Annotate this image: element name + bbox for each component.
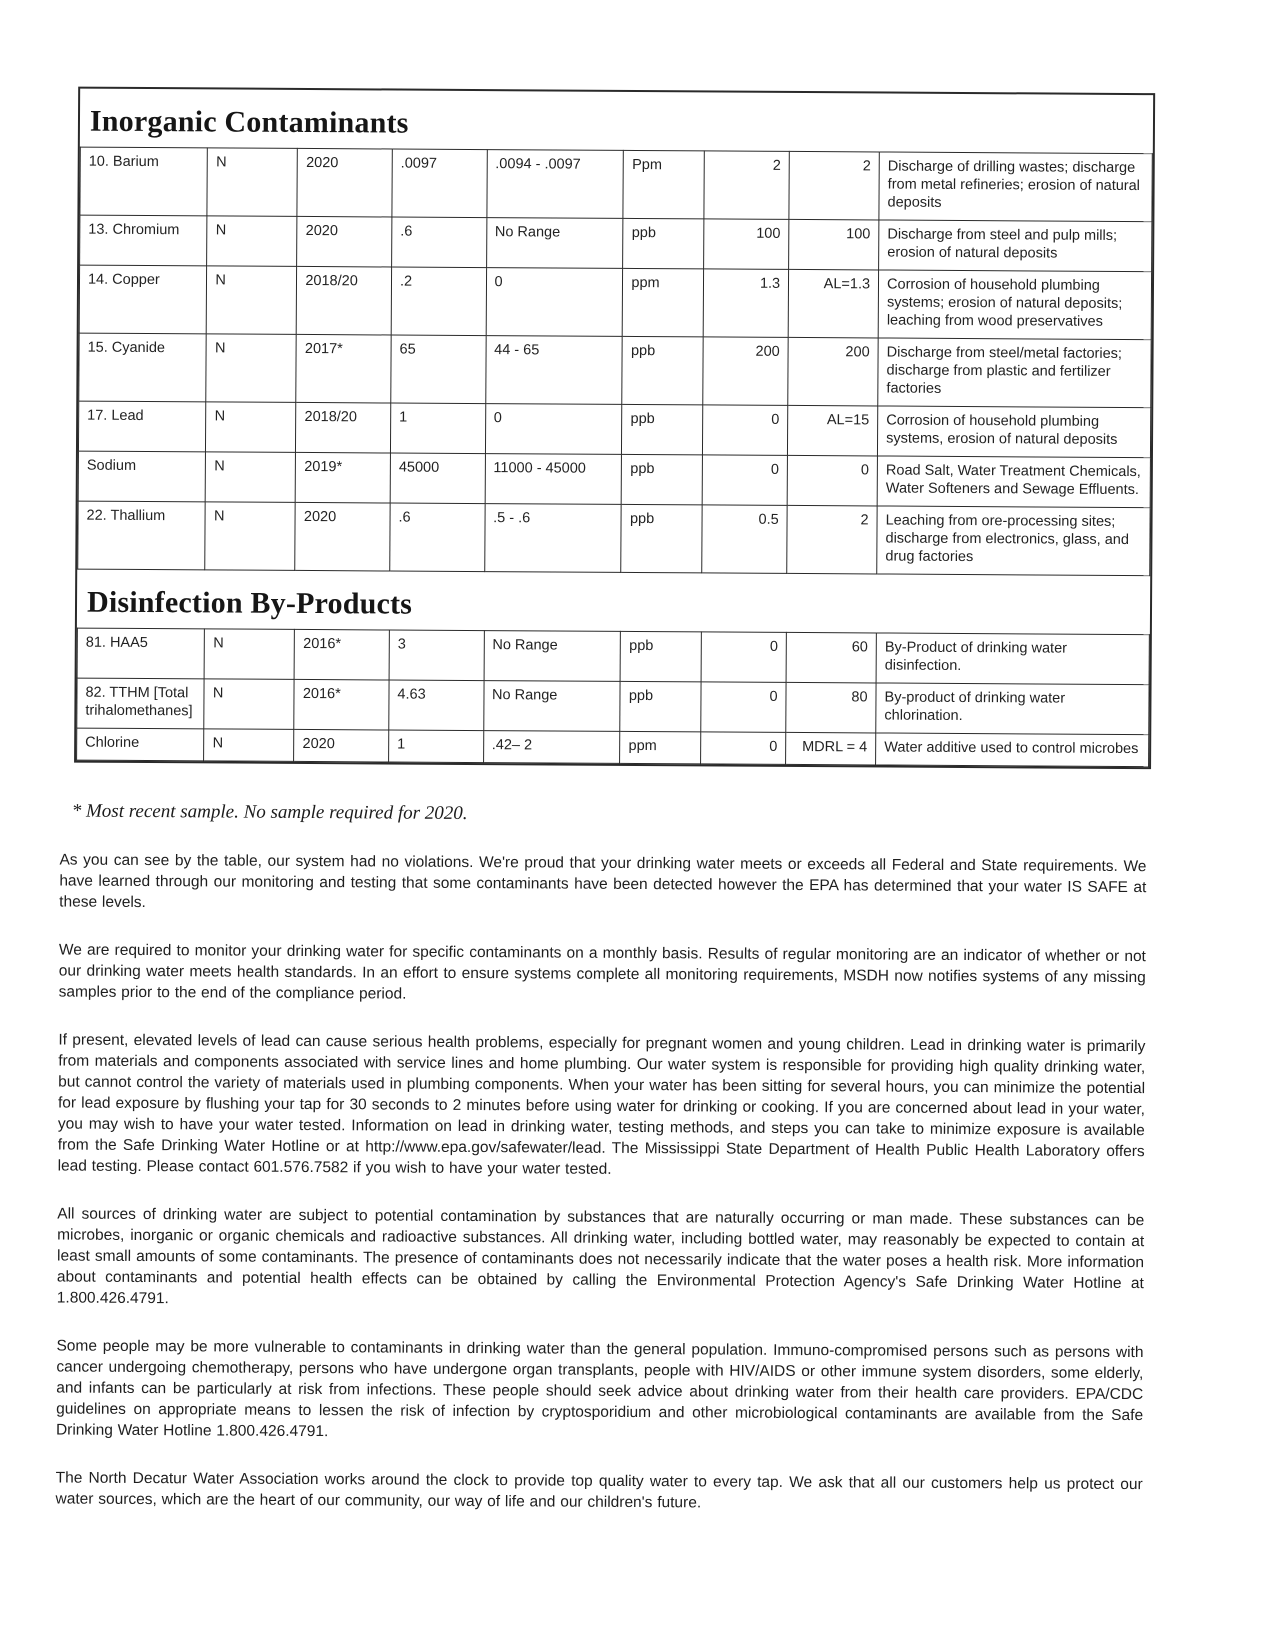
cell-name: 15. Cyanide [79,333,207,402]
cell-mcl: 200 [788,337,878,406]
cell-violation: N [207,266,297,335]
cell-source: Corrosion of household plumbing systems, erosion of natural deposits [878,406,1151,458]
cell-violation: N [204,679,294,730]
cell-mcl: MDRL = 4 [786,732,876,765]
cell-unit: ppb [622,404,703,454]
cell-name: 82. TTHM [Total trihalomethanes] [77,678,205,729]
cell-source: Leaching from ore-processing sites; discharge from electronics, glass, and drug factories [877,506,1150,576]
cell-source: Water additive used to control microbes [876,733,1149,767]
cell-year: 2020 [297,148,392,217]
cell-level: 65 [391,335,486,404]
cell-mcl: 80 [786,682,876,733]
table-row [80,215,1152,272]
cell-unit: ppb [623,218,704,268]
cell-violation: N [205,629,295,680]
cell-mclg: 0 [702,455,788,506]
cell-source: Corrosion of household plumbing systems; erosion of natural deposits; leaching from wood preservatives [878,270,1151,340]
cell-name: 14. Copper [79,265,207,334]
cell-mclg: 0 [701,682,787,733]
cell-year: 2017* [296,334,391,403]
cell-level: .0097 [392,149,487,218]
cell-violation: N [206,334,296,403]
table-row [78,451,1150,508]
cell-level: 4.63 [389,680,484,731]
cell-source: Discharge from steel/metal factories; discharge from plastic and fertilizer factories [878,338,1151,408]
cell-mcl: 0 [787,455,877,506]
cell-mclg: 2 [704,151,790,220]
cell-mclg: 0 [701,732,786,765]
cell-name: 81. HAA5 [77,628,205,679]
cell-range: 11000 - 45000 [485,454,622,505]
paragraph-closing: The North Decatur Water Association works around the clock to provide top quality water to every tap. We ask that all our customers help us protect our water sources, which are the heart of our community, our way of life and our children's future. [55,1469,1143,1512]
table-row [79,333,1151,408]
table-row [78,501,1150,576]
paragraph-no-violations: As you can see by the table, our system had no violations. We're proud that your drinking water meets or exceeds all Federal and State requirements. We have learned through our monitoring and testing that some contaminants have been detected however the EPA has determined that your water IS SAFE at these levels. [59,851,1147,912]
cell-range: No Range [486,218,623,269]
cell-range: No Range [483,681,620,732]
cell-year: 2018/20 [297,266,392,335]
cell-name: 10. Barium [80,147,208,216]
cell-year: 2020 [295,502,390,571]
cell-unit: ppm [623,268,704,336]
cell-mclg: 100 [704,219,790,270]
cell-year: 2018/20 [296,402,391,453]
cell-source: Discharge from steel and pulp mills; erosion of natural deposits [879,220,1152,272]
section-disinfection-byproducts [76,570,1150,768]
cell-level: .2 [391,267,486,336]
cell-range: 0 [486,268,623,337]
cell-unit: ppb [622,454,703,504]
section-title-inorganic: Inorganic Contaminants [89,104,409,140]
cell-mcl: 2 [787,505,877,574]
cell-unit: ppb [621,504,702,572]
cell-name: Sodium [78,451,206,502]
cell-year: 2019* [296,452,391,503]
table-row [80,147,1152,222]
table-row [77,728,1149,767]
cell-mcl: AL=1.3 [788,269,878,338]
section-title-disinfection: Disinfection By-Products [86,585,413,621]
cell-range: 44 - 65 [485,336,622,405]
cell-mclg: 1.3 [703,269,789,338]
cell-level: 1 [389,730,484,763]
cell-violation: N [207,148,297,217]
cell-violation: N [206,402,296,453]
cell-mclg: 0.5 [702,505,788,574]
inorganic-contaminants-table [77,147,1153,577]
cell-year: 2020 [294,729,389,762]
footnote-most-recent-sample: * Most recent sample. No sample required for 2020. [71,800,468,824]
cell-year: 2016* [294,679,389,730]
cell-unit: ppb [622,336,703,404]
contaminants-box [74,87,1155,770]
cell-violation: N [204,729,294,762]
cell-mcl: 60 [786,632,876,683]
table-row [77,628,1149,685]
cell-range: .0094 - .0097 [486,150,623,219]
paragraph-water-sources: All sources of drinking water are subject to potential contamination by substances that are naturally occurring or man made. These substances can be microbes, inorganic or organic chemicals and radioactive substances. All drinking water, including bottled water, may reasonably be expected to contain at least small amounts of some contaminants. The presence of contaminants does not necessarily indicate that the water poses a health risk. More information about contaminants and potential health effects can be obtained by calling the Environmental Protection Agency's Safe Drinking Water Hotline at 1.800.426.4791. [56,1205,1145,1308]
cell-unit: Ppm [623,150,704,218]
cell-range: .42– 2 [483,731,620,764]
table-row [77,678,1149,735]
cell-unit: ppb [620,631,701,681]
cell-level: 45000 [390,453,485,504]
cell-range: 0 [485,404,622,455]
cell-violation: N [205,502,295,571]
body-text [56,849,1147,1516]
cell-mclg: 200 [703,337,789,406]
paragraph-monitoring: We are required to monitor your drinking water for specific contaminants on a monthly basis. Results of regular monitoring are an indicator of whether or not our drinking water meets health standards. In an effort to ensure systems complete all monitoring requirements, MSDH now notifies systems of any missing samples prior to the end of the compliance period. [58,941,1146,1003]
cell-level: 3 [389,630,484,681]
cell-mclg: 0 [702,405,788,456]
cell-range: .5 - .6 [484,504,621,573]
cell-source: Discharge of drilling wastes; discharge from metal refineries; erosion of natural deposits [879,152,1152,222]
cell-mcl: 100 [789,219,879,270]
table-row [78,401,1150,458]
cell-level: .6 [390,503,485,572]
paragraph-lead-info: If present, elevated levels of lead can cause serious health problems, especially for pregnant women and young children. Lead in drinking water is primarily from materials and components associated with service lines and home plumbing. Our water system is responsible for providing high quality drinking water, but cannot control the variety of materials used in plumbing components. When your water has been sitting for several hours, you can minimize the potential for lead exposure by flushing your tap for 30 seconds to 2 minutes before using water for drinking or cooking. If you are concerned about lead in your water, you may wish to have your water tested. Information on lead in drinking water, testing methods, and steps you can take to minimize exposure is available from the Safe Drinking Water Hotline or at http://www.epa.gov/safewater/lead. The Mississippi State Department of Health Public Health Laboratory offers lead testing. Please contact 601.576.7582 if you wish to have your water tested. [57,1031,1146,1178]
cell-violation: N [207,216,297,267]
cell-level: .6 [392,217,487,268]
cell-level: 1 [390,403,485,454]
section-inorganic-contaminants [77,89,1153,577]
cell-violation: N [206,452,296,503]
cell-year: 2020 [297,216,392,267]
cell-source: By-product of drinking water chlorination. [876,683,1149,735]
cell-mclg: 0 [701,632,787,683]
cell-source: Road Salt, Water Treatment Chemicals, Water Softeners and Sewage Effluents. [877,456,1150,508]
cell-year: 2016* [294,629,389,680]
disinfection-byproducts-table [76,628,1150,768]
cell-source: By-Product of drinking water disinfection. [876,633,1149,685]
cell-range: No Range [484,631,621,682]
cell-name: 22. Thallium [78,501,206,570]
cell-name: 13. Chromium [80,215,208,266]
cell-unit: ppb [620,681,701,731]
cell-name: Chlorine [77,728,205,761]
table-row [79,265,1151,340]
cell-mcl: 2 [789,151,879,220]
cell-mcl: AL=15 [788,405,878,456]
paragraph-vulnerable-pop: Some people may be more vulnerable to contaminants in drinking water than the general population. Immuno-compromised persons such as persons with cancer undergoing chemotherapy, persons who have undergone organ transplants, people with HIV/AIDS or other immune system disorders, some elderly, and infants can be particularly at risk from infections. These people should seek advice about drinking water from their health care providers. EPA/CDC guidelines on appropriate means to lessen the risk of infection by cryptosporidium and other microbiological contaminants are available from the Safe Drinking Water Hotline 1.800.426.4791. [55,1337,1144,1441]
cell-unit: ppm [620,731,701,763]
cell-name: 17. Lead [78,401,206,452]
